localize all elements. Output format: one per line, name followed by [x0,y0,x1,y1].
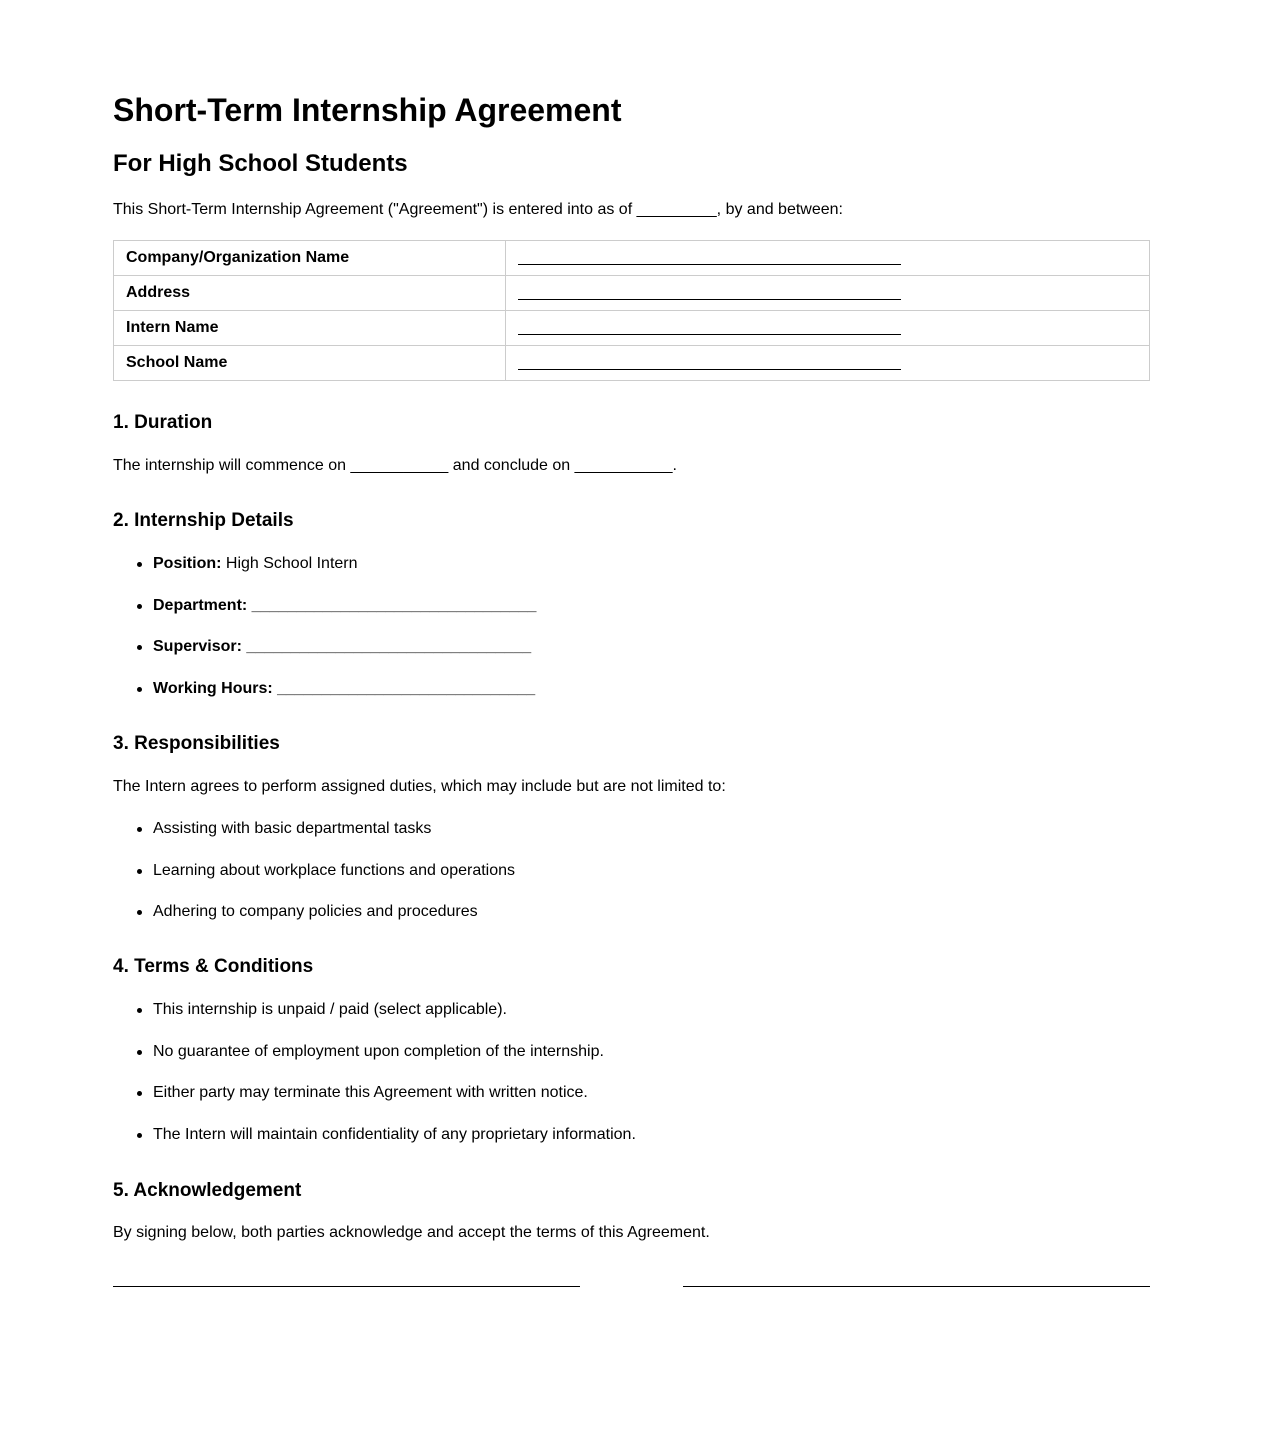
row-label-intern-name: Intern Name [114,311,506,346]
acknowledgement-text: By signing below, both parties acknowledge and accept the terms of this Agreement. [113,1224,710,1241]
list-item: The Intern will maintain confidentiality of any proprietary information. [113,1125,636,1145]
blank-line [518,368,901,370]
list-item: Assisting with basic departmental tasks [113,819,515,839]
supervisor-blank[interactable]: ________________________________ [241,638,532,655]
page-subtitle: For High School Students [113,150,408,177]
responsibilities-list [113,819,515,944]
table-row [114,276,1150,311]
signature-line-right[interactable] [683,1286,1150,1287]
section-heading-details: 2. Internship Details [113,510,294,531]
section-heading-duration: 1. Duration [113,412,213,433]
item-label: Working Hours: [153,679,273,697]
list-item: Learning about workplace functions and operations [113,861,515,881]
working-hours-blank[interactable]: _____________________________ [272,679,536,697]
list-item [113,554,536,574]
list-item: Adhering to company policies and procedures [113,902,515,922]
company-name-field[interactable] [506,241,1150,276]
responsibilities-intro: The Intern agrees to perform assigned duties, which may include but are not limited to: [113,778,726,795]
row-label-address: Address [114,276,506,311]
page-title: Short-Term Internship Agreement [113,92,622,128]
section-heading-responsibilities: 3. Responsibilities [113,733,280,754]
row-label-company: Company/Organization Name [114,241,506,276]
parties-table [113,240,1150,381]
item-value: High School Intern [221,555,358,572]
item-label: Department: [153,596,248,614]
intro-paragraph: This Short-Term Internship Agreement ("Agreement") is entered into as of _________, by and between: [113,201,843,218]
signature-line-left[interactable] [113,1286,580,1287]
blank-line [518,263,901,265]
address-field[interactable] [506,276,1150,311]
list-item [113,679,536,699]
section-heading-terms: 4. Terms & Conditions [113,956,314,977]
intern-name-field[interactable] [506,311,1150,346]
item-label: Position: [153,555,222,572]
item-label: Supervisor: [153,638,242,655]
table-row [114,311,1150,346]
list-item: Either party may terminate this Agreement with written notice. [113,1083,636,1103]
table-row [114,241,1150,276]
terms-list [113,1000,636,1166]
department-blank[interactable]: ________________________________ [247,596,537,614]
details-list [113,554,536,720]
list-item: No guarantee of employment upon completion of the internship. [113,1042,636,1062]
list-item [113,637,536,657]
list-item: This internship is unpaid / paid (select applicable). [113,1000,636,1020]
table-row [114,346,1150,381]
blank-line [518,333,901,335]
section-heading-acknowledgement: 5. Acknowledgement [113,1180,302,1201]
blank-line [518,298,901,300]
duration-text: The internship will commence on ___________ and conclude on ___________. [113,457,677,474]
row-label-school-name: School Name [114,346,506,381]
school-name-field[interactable] [506,346,1150,381]
list-item [113,596,536,616]
